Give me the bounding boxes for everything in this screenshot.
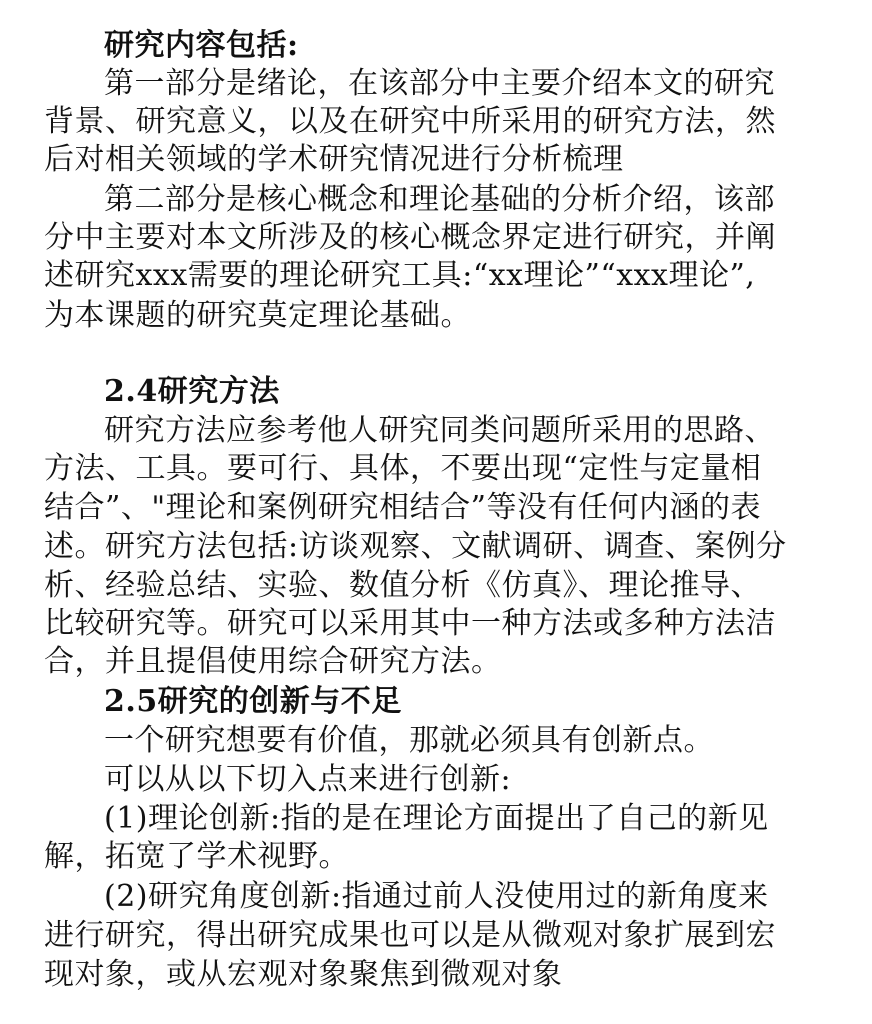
list-item-line: 进行研究，得出研究成果也可以是从微观对象扩展到宏 — [44, 918, 776, 953]
paragraph-line: 分中主要对本文所涉及的核心概念界定进行研究，并阐 — [44, 220, 776, 255]
paragraph-line: 研究方法应参考他人研究同类问题所采用的思路、 — [104, 413, 775, 448]
research-content-heading: 研究内容包括: — [104, 28, 299, 63]
list-item-line: (1)理论创新:指的是在理论方面提出了自己的新见 — [104, 801, 769, 836]
paragraph-line: 后对相关领域的学术研究情况进行分析梳理 — [44, 142, 624, 177]
paragraph-line: 比较研究等。研究可以采用其中一种方法或多种方法洁 — [44, 606, 776, 641]
paragraph-line: 述研究xxx需要的理论研究工具:“xx理论”“xxx理论”, — [44, 258, 756, 293]
paragraph-line: 析、经验总结、实验、数值分析《仿真》、理论推导、 — [44, 568, 761, 603]
paragraph-line: 结合”、"理论和案例研究相结合”等没有任何内涵的表 — [44, 490, 761, 525]
paragraph-line: 方法、工具。要可行、具体，不要出现“定性与定量相 — [44, 451, 762, 486]
paragraph-line: 一个研究想要有价值，那就必须具有创新点。 — [104, 723, 714, 758]
paragraph-line: 背景、研究意义，以及在研究中所采用的研究方法，然 — [44, 104, 776, 139]
paragraph-line: 第二部分是核心概念和理论基础的分析介绍，该部 — [104, 182, 775, 217]
list-item-line: 现对象，或从宏观对象聚焦到微观对象 — [44, 957, 563, 992]
list-item-line: 解，拓宽了学术视野。 — [44, 839, 349, 874]
paragraph-line: 可以从以下切入点来进行创新: — [104, 762, 512, 797]
paragraph-line: 述。研究方法包括:访谈观察、文献调研、调查、案例分 — [44, 529, 787, 564]
paragraph-line: 为本课题的研究莫定理论基础。 — [44, 298, 471, 333]
section-heading-2-5: 2.5研究的创新与不足 — [104, 684, 402, 719]
paragraph-line: 第一部分是绪论，在该部分中主要介绍本文的研究 — [104, 66, 775, 101]
list-item-line: (2)研究角度创新:指通过前人没使用过的新角度来 — [104, 879, 769, 914]
paragraph-line: 合，并且提倡使用综合研究方法。 — [44, 644, 502, 679]
section-heading-2-4: 2.4研究方法 — [104, 374, 280, 409]
